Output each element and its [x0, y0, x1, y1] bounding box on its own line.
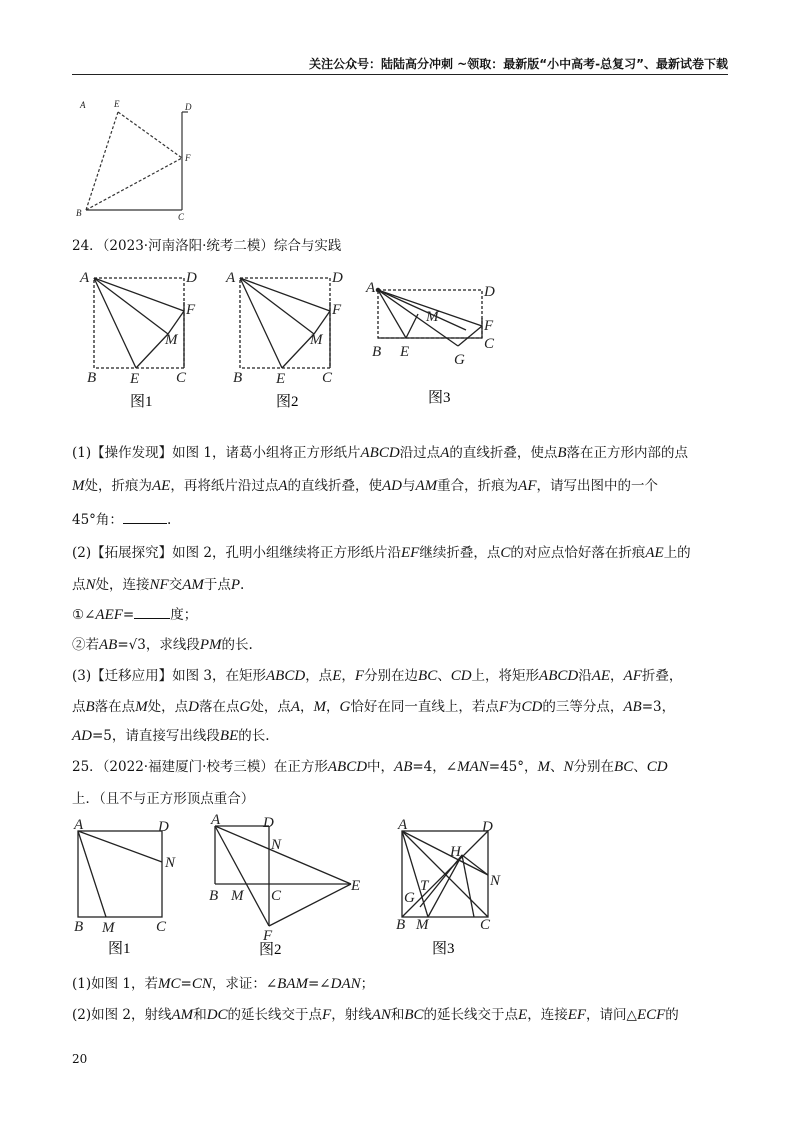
label-N: N — [271, 837, 282, 853]
q24-part1-line2: M处，折痕为AE，再将纸片沿过点A的直线折叠，使AD与AM重合，折痕为AF，请写出图中的一个 — [72, 478, 658, 494]
q25-figure-1 — [72, 815, 192, 960]
q24-part1-line3: 45°角： . — [72, 512, 172, 528]
label-G: G — [454, 352, 465, 368]
q24-part2-sub2: ②若AB=√3，求线段PM的长. — [72, 637, 253, 653]
label-B: B — [209, 888, 219, 904]
label-D: D — [332, 270, 343, 286]
answer-blank[interactable] — [134, 606, 170, 619]
label-G: G — [404, 890, 415, 906]
label-M: M — [102, 920, 115, 936]
label-C: C — [322, 370, 333, 386]
label-A: A — [226, 270, 236, 286]
header-divider — [72, 74, 728, 75]
label-C: C — [484, 336, 495, 352]
label-M: M — [231, 888, 244, 904]
q25-line1: 25．（2022·福建厦门·校考三模）在正方形ABCD中，AB=4，∠MAN=45°，M、N分别在BC、CD — [72, 759, 668, 775]
label-F: F — [185, 153, 191, 163]
q24-figure-2 — [218, 262, 348, 412]
label-B: B — [233, 370, 243, 386]
page-header: 关注公众号：陆陆高分冲刺 ~领取：最新版“小中高考-总复习”、最新试卷下载 — [309, 57, 728, 71]
caption: 图1 — [108, 941, 131, 957]
label-F: F — [263, 928, 273, 944]
q24-part1-line1: (1)【操作发现】如图 1，诸葛小组将正方形纸片ABCD沿过点A的直线折叠，使点B落在正方形内部的点 — [72, 445, 689, 461]
q24-part3-line2: 点B落在点M处，点D落在点G处，点A，M，G恰好在同一直线上，若点F为CD的三等分点，AB=3， — [72, 699, 676, 715]
caption: 图3 — [428, 390, 451, 406]
label-N: N — [490, 873, 501, 889]
label-M: M — [310, 332, 323, 348]
label-B: B — [396, 917, 406, 933]
page-number: 20 — [72, 1052, 88, 1066]
label-M: M — [426, 309, 439, 325]
label-A: A — [366, 280, 376, 296]
q24-figure-1 — [72, 262, 202, 412]
label-D: D — [263, 815, 274, 831]
label-M: M — [416, 917, 429, 933]
q25-figure-2 — [205, 812, 375, 962]
label-B: B — [372, 344, 382, 360]
label-A: A — [398, 817, 408, 833]
q24-figure-3 — [362, 274, 512, 406]
label-C: C — [156, 919, 167, 935]
label-F: F — [186, 302, 196, 318]
label-D: D — [482, 819, 493, 835]
label-C: C — [178, 212, 185, 222]
caption: 图2 — [276, 394, 299, 410]
answer-blank[interactable] — [123, 511, 167, 524]
label-N: N — [165, 855, 176, 871]
label-A: A — [80, 100, 86, 110]
q25-part1: (1)如图 1，若MC=CN，求证：∠BAM=∠DAN； — [72, 976, 375, 992]
q24-part2-sub1: ①∠AEF= 度； — [72, 607, 198, 623]
label-E: E — [130, 371, 140, 387]
q24-part2-line2: 点N处，连接NF交AM于点P. — [72, 577, 245, 593]
label-C: C — [480, 917, 491, 933]
q24-part3-line1: (3)【迁移应用】如图 3，在矩形ABCD，点E，F分别在边BC、CD上，将矩形ABCD沿AE，AF折叠， — [72, 668, 683, 684]
q24-intro: 24．（2023·河南洛阳·统考二模）综合与实践 — [72, 238, 342, 254]
caption: 图2 — [259, 942, 282, 958]
label-C: C — [271, 888, 282, 904]
q25-line2: 上．（且不与正方形顶点重合） — [72, 791, 255, 807]
q24-part3-line3: AD=5，请直接写出线段BE的长. — [72, 728, 270, 744]
q25-figure-3 — [394, 815, 514, 960]
label-D: D — [484, 284, 495, 300]
label-D: D — [186, 270, 197, 286]
figure-prev-problem — [72, 98, 202, 223]
q24-part2-line1: (2)【拓展探究】如图 2，孔明小组继续将正方形纸片沿EF继续折叠，点C的对应点恰好落在折痕AE上的 — [72, 545, 691, 561]
label-A: A — [211, 812, 221, 828]
label-F: F — [332, 302, 342, 318]
caption: 图1 — [130, 394, 153, 410]
label-D: D — [185, 102, 192, 112]
label-B: B — [76, 208, 82, 218]
label-E: E — [400, 344, 410, 360]
label-A: A — [74, 817, 84, 833]
label-F: F — [484, 318, 494, 334]
caption: 图3 — [432, 941, 455, 957]
label-M: M — [165, 332, 178, 348]
label-A: A — [80, 270, 90, 286]
label-D: D — [158, 819, 169, 835]
label-E: E — [351, 878, 361, 894]
q25-part2: (2)如图 2，射线AM和DC的延长线交于点F，射线AN和BC的延长线交于点E，连接EF，请问△ECF的 — [72, 1007, 679, 1023]
label-H: H — [450, 844, 461, 860]
label-B: B — [74, 919, 84, 935]
label-C: C — [176, 370, 187, 386]
label-B: B — [87, 370, 97, 386]
label-T: T — [420, 878, 429, 894]
label-E: E — [276, 371, 286, 387]
label-E: E — [114, 99, 120, 109]
